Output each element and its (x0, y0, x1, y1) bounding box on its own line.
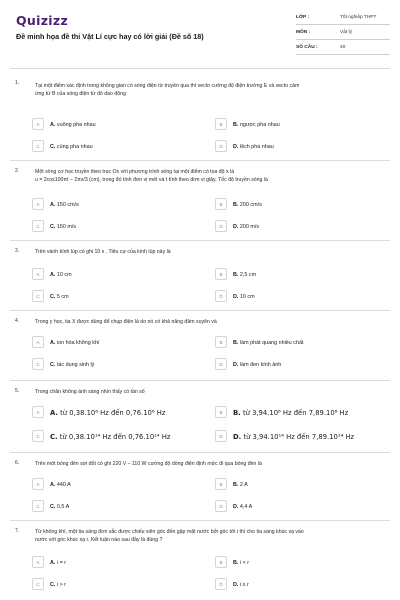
option-text: D. làm đen kính ảnh (233, 361, 282, 368)
option-letter: A (32, 556, 44, 568)
option-text: B. 2 A (233, 481, 248, 488)
option-a[interactable] (32, 478, 204, 490)
option-letter: C (32, 430, 44, 442)
option-letter: A (32, 268, 44, 280)
option-text: B. từ 3,94.10⁸ Hz đến 7,89.10⁸ Hz (233, 408, 349, 417)
option-text: C. 0,5 A (50, 503, 70, 510)
document-title: Đề minh họa đề thi Vật Lí cực hay có lời giải (Đề số 18) (16, 32, 204, 41)
option-text: C. 150 m/s (50, 223, 77, 230)
option-letter: B (215, 118, 227, 130)
option-letter: C (32, 358, 44, 370)
question-divider (10, 310, 390, 311)
question-text (35, 248, 391, 256)
question-number: 6. (15, 460, 20, 466)
option-text: D. 10 cm (233, 293, 255, 300)
option-text: C. i > r (50, 581, 67, 588)
option-text: A. 10 cm (50, 271, 72, 278)
question-text (35, 82, 391, 99)
question-text (35, 528, 391, 545)
option-letter: D (215, 500, 227, 512)
info-label: MÔN : (296, 30, 311, 35)
header-divider (10, 68, 390, 69)
option-c[interactable] (32, 430, 204, 442)
question-line: Trong chân không ánh sáng nhìn thấy có tần số (35, 389, 145, 395)
question-divider (10, 520, 390, 521)
question-line: Một sóng cơ học truyền theo trục Ox với phương trình sóng tại một điểm có tọa độ x là (35, 169, 235, 175)
option-text: C. từ 0,38.10¹⁴ Hz đến 0,76.10¹⁴ Hz (50, 432, 171, 441)
question-text (35, 318, 391, 326)
option-d[interactable] (215, 500, 387, 512)
page-header (0, 0, 400, 66)
option-text: A. i = r (50, 559, 67, 566)
option-letter: C (32, 220, 44, 232)
option-letter: B (215, 198, 227, 210)
info-divider (296, 24, 390, 25)
question-number: 3. (15, 248, 20, 254)
question-line: nước với góc khúc xạ r. Kết luận nào sau đây là đúng ? (35, 537, 163, 544)
option-letter: B (215, 336, 227, 348)
option-text: A. ion hóa không khí (50, 339, 100, 346)
option-a[interactable] (32, 336, 204, 348)
option-text: C. tác dụng sinh lý (50, 361, 95, 368)
option-letter: B (215, 268, 227, 280)
option-letter: A (32, 118, 44, 130)
option-a[interactable] (32, 406, 204, 418)
info-label: LỚP : (296, 15, 310, 20)
question-line: Trên một bóng đèn sợi đốt có ghi 220 V – 110 W cường độ dòng điện định mức đi qua bóng đèn là (35, 461, 262, 467)
option-b[interactable] (215, 478, 387, 490)
option-a[interactable] (32, 268, 204, 280)
option-letter: A (32, 198, 44, 210)
option-b[interactable] (215, 336, 387, 348)
option-text: B. i < r (233, 559, 250, 566)
question-number: 4. (15, 318, 20, 324)
option-c[interactable] (32, 358, 204, 370)
option-text: C. cùng pha nhau (50, 143, 93, 150)
question-divider (10, 160, 390, 161)
option-text: A. 150 cm/s (50, 201, 79, 208)
option-letter: D (215, 290, 227, 302)
option-c[interactable] (32, 290, 204, 302)
option-b[interactable] (215, 406, 387, 418)
option-a[interactable] (32, 198, 204, 210)
option-text: B. ngược pha nhau (233, 121, 280, 128)
option-c[interactable] (32, 140, 204, 152)
question-divider (10, 240, 390, 241)
question-text (35, 168, 391, 185)
option-d[interactable] (215, 290, 387, 302)
option-text: C. 5 cm (50, 293, 69, 300)
option-text: D. 200 m/s (233, 223, 260, 230)
question-line: Từ không khí, một tia sáng đơn sắc được chiếu xiên góc đến gặp mặt nước bởi góc tới i thì cho tia sáng khúc xạ vào (35, 529, 304, 535)
question-line: Trên vành kính lúp có ghi 10 x . Tiêu cự của kính lúp này là (35, 249, 171, 255)
option-d[interactable] (215, 578, 387, 590)
option-letter: D (215, 358, 227, 370)
info-divider (296, 54, 390, 55)
option-text: A. 440 A (50, 481, 71, 488)
option-b[interactable] (215, 556, 387, 568)
info-value: Vật lý (340, 30, 352, 35)
option-a[interactable] (32, 556, 204, 568)
info-value: Tốt nghiệp THPT (340, 15, 377, 20)
question-number: 1. (15, 80, 20, 86)
option-d[interactable] (215, 140, 387, 152)
info-value: 40 (340, 45, 346, 50)
option-text: D. i ≤ r (233, 581, 249, 588)
question-line: Trong y học, tia X được dùng để chụp điện là do nó có khả năng đâm xuyên và (35, 319, 217, 325)
option-c[interactable] (32, 578, 204, 590)
option-letter: B (215, 478, 227, 490)
question-line: ứng từ B của sóng điện từ đó dao động (35, 91, 126, 98)
option-text: B. làm phát quang nhiều chất (233, 339, 304, 346)
option-a[interactable] (32, 118, 204, 130)
question-divider (10, 452, 390, 453)
info-divider (296, 39, 390, 40)
option-letter: C (32, 578, 44, 590)
option-letter: D (215, 430, 227, 442)
option-letter: D (215, 220, 227, 232)
option-b[interactable] (215, 118, 387, 130)
option-text: A. từ 0,38.10⁶ Hz đến 0,76.10⁶ Hz (50, 408, 166, 417)
option-text: B. 2,5 cm (233, 271, 257, 278)
option-letter: C (32, 500, 44, 512)
option-text: D. lệch pha nhau (233, 143, 274, 150)
question-line: u = 2cos100πt − 2πx/3 (cm), trong đó tính đơn vị mét và t tính theo đơn vị giây. Tốc độ truyền sóng là (35, 177, 268, 184)
option-c[interactable] (32, 500, 204, 512)
option-letter: A (32, 478, 44, 490)
option-letter: D (215, 140, 227, 152)
option-letter: A (32, 406, 44, 418)
question-divider (10, 380, 390, 381)
question-line: Tại một điểm xác định trong không gian có sóng điện từ truyền qua thì vecto cường độ điện trường E và vecto cảm (35, 83, 300, 89)
option-text: D. 4,4 A (233, 503, 253, 510)
option-c[interactable] (32, 220, 204, 232)
option-letter: C (32, 290, 44, 302)
option-b[interactable] (215, 268, 387, 280)
question-number: 5. (15, 388, 20, 394)
option-letter: D (215, 578, 227, 590)
quizizz-logo: Quizizz (16, 13, 69, 28)
option-d[interactable] (215, 430, 387, 442)
option-letter: A (32, 336, 44, 348)
option-d[interactable] (215, 220, 387, 232)
question-number: 7. (15, 528, 20, 534)
option-letter: B (215, 406, 227, 418)
question-text (35, 388, 391, 396)
question-text (35, 460, 391, 468)
option-text: B. 200 cm/s (233, 201, 262, 208)
option-text: A. vuông pha nhau (50, 121, 96, 128)
option-b[interactable] (215, 198, 387, 210)
info-label: SỐ CÂU : (296, 45, 318, 50)
option-d[interactable] (215, 358, 387, 370)
option-text: D. từ 3,94.10¹⁴ Hz đến 7,89.10¹⁴ Hz (233, 432, 355, 441)
option-letter: C (32, 140, 44, 152)
option-letter: B (215, 556, 227, 568)
question-number: 2. (15, 168, 20, 174)
